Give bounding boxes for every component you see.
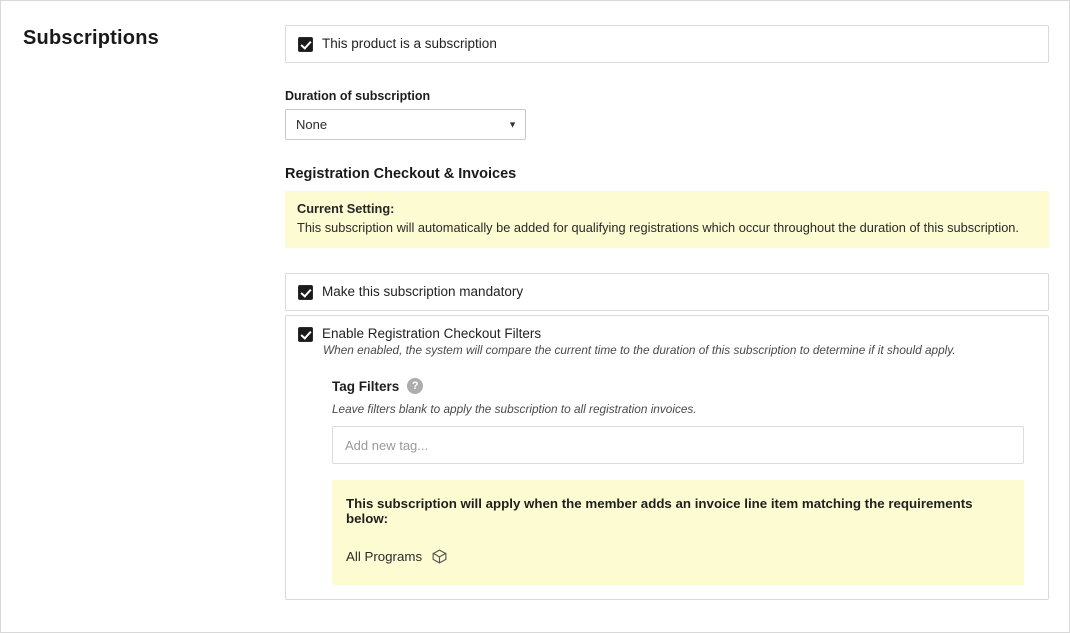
apply-notice-title: This subscription will apply when the member adds an invoice line item matching the requirements below: [346, 496, 973, 526]
duration-select[interactable]: None [285, 109, 526, 140]
mandatory-checkbox[interactable] [298, 285, 313, 300]
current-setting-text: This subscription will automatically be added for qualifying registrations which occur throughout the duration of this subscription. [297, 220, 1019, 235]
is-subscription-panel [285, 25, 1049, 63]
duration-group [285, 89, 1049, 140]
enable-filters-helper: When enabled, the system will compare the current time to the duration of this subscription to determine if it should apply. [323, 343, 956, 357]
is-subscription-checkbox[interactable] [298, 37, 313, 52]
checkout-filters-panel [285, 315, 1049, 600]
mandatory-row[interactable] [286, 274, 1048, 310]
current-setting-title: Current Setting: [297, 201, 395, 216]
registration-heading: Registration Checkout & Invoices [285, 166, 517, 182]
tag-filters-header [332, 378, 1024, 394]
page-title: Subscriptions [23, 27, 159, 49]
cube-icon [431, 548, 448, 565]
enable-filters-row[interactable] [298, 326, 1036, 342]
duration-select-wrap[interactable] [285, 109, 526, 140]
duration-label: Duration of subscription [285, 89, 431, 103]
chevron-down-icon: ▼ [508, 119, 517, 129]
mandatory-panel [285, 273, 1049, 311]
tag-filters-label: Tag Filters [332, 378, 400, 394]
subscriptions-content [285, 25, 1049, 600]
question-mark-icon[interactable]: ? [407, 378, 423, 394]
is-subscription-label: This product is a subscription [322, 36, 497, 51]
tag-input[interactable]: Add new tag... [332, 426, 1024, 464]
enable-filters-label: Enable Registration Checkout Filters [322, 326, 542, 341]
tag-filters-area [332, 378, 1024, 585]
checkout-filters-body [286, 316, 1048, 599]
apply-notice [332, 480, 1024, 585]
mandatory-label: Make this subscription mandatory [322, 284, 524, 299]
tag-filters-description: Leave filters blank to apply the subscription to all registration invoices. [332, 402, 697, 416]
apply-notice-item [346, 548, 1010, 565]
current-setting-notice [285, 191, 1049, 248]
enable-filters-checkbox[interactable] [298, 327, 313, 342]
apply-notice-item-label: All Programs [346, 549, 423, 564]
is-subscription-row[interactable] [286, 26, 1048, 62]
